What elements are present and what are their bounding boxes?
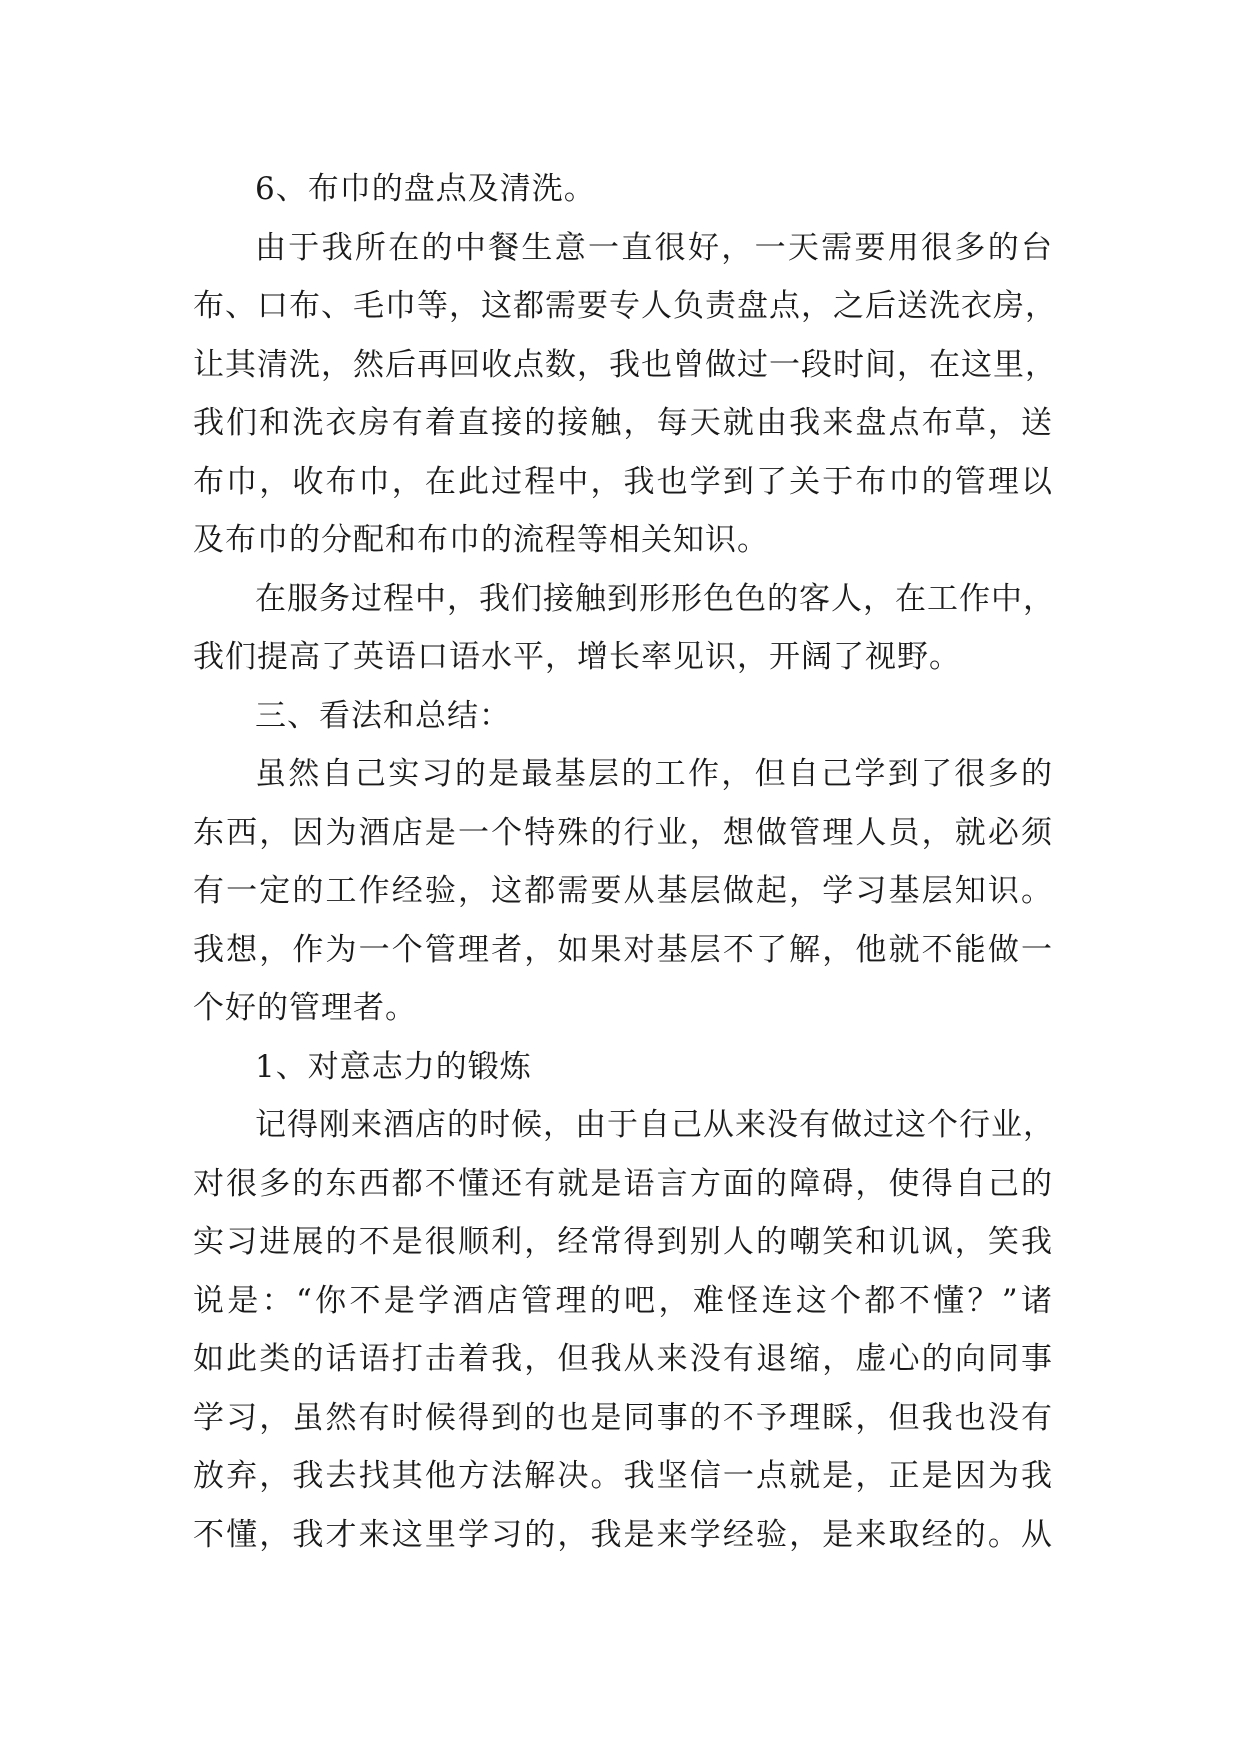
text-line: 东西，因为酒店是一个特殊的行业，想做管理人员，就必须 bbox=[193, 814, 1053, 851]
text-line: 及布巾的分配和布巾的流程等相关知识。 bbox=[193, 522, 769, 558]
text-line: 个好的管理者。 bbox=[193, 990, 417, 1026]
text-line: 1、对意志力的锻炼 bbox=[255, 1048, 532, 1085]
text-line: 说是：“你不是学酒店管理的吧，难怪连这个都不懂？”诸 bbox=[193, 1282, 1053, 1319]
text-line: 如此类的话语打击着我，但我从来没有退缩，虚心的向同事 bbox=[193, 1341, 1053, 1377]
text-line: 布巾，收布巾，在此过程中，我也学到了关于布巾的管理以 bbox=[193, 463, 1053, 500]
paragraph bbox=[193, 745, 1053, 1038]
text-line: 放弃，我去找其他方法解决。我坚信一点就是，正是因为我 bbox=[193, 1458, 1053, 1494]
text-line: 学习，虽然有时候得到的也是同事的不予理睬，但我也没有 bbox=[193, 1399, 1053, 1436]
text-line: 6、布巾的盘点及清洗。 bbox=[255, 171, 596, 207]
paragraph bbox=[193, 570, 1053, 687]
section-heading bbox=[193, 1038, 1053, 1097]
text-line: 让其清洗，然后再回收点数，我也曾做过一段时间，在这里， bbox=[193, 346, 1057, 383]
text-line: 由于我所在的中餐生意一直很好，一天需要用很多的台 bbox=[255, 229, 1053, 266]
text-line: 对很多的东西都不懂还有就是语言方面的障碍，使得自己的 bbox=[193, 1165, 1053, 1202]
text-line: 记得刚来酒店的时候，由于自己从来没有做过这个行业， bbox=[255, 1107, 1055, 1143]
section-heading bbox=[193, 687, 1053, 746]
text-line: 三、看法和总结： bbox=[255, 697, 511, 734]
section-heading bbox=[193, 160, 1053, 219]
text-line: 在服务过程中，我们接触到形形色色的客人，在工作中， bbox=[255, 580, 1055, 617]
text-line: 有一定的工作经验，这都需要从基层做起，学习基层知识。 bbox=[193, 873, 1053, 909]
document-body bbox=[193, 160, 1057, 1564]
text-line: 我想，作为一个管理者，如果对基层不了解，他就不能做一 bbox=[193, 931, 1053, 968]
paragraph bbox=[193, 219, 1057, 570]
text-line: 我们提高了英语口语水平，增长率见识，开阔了视野。 bbox=[193, 639, 961, 675]
text-line: 实习进展的不是很顺利，经常得到别人的嘲笑和讥讽，笑我 bbox=[193, 1224, 1053, 1260]
text-line: 不懂，我才来这里学习的，我是来学经验，是来取经的。从 bbox=[193, 1516, 1053, 1553]
paragraph bbox=[193, 1096, 1053, 1564]
text-line: 我们和洗衣房有着直接的接触，每天就由我来盘点布草，送 bbox=[193, 405, 1053, 441]
text-line: 布、口布、毛巾等，这都需要专人负责盘点，之后送洗衣房， bbox=[193, 288, 1057, 324]
text-line: 虽然自己实习的是最基层的工作，但自己学到了很多的 bbox=[255, 756, 1053, 792]
